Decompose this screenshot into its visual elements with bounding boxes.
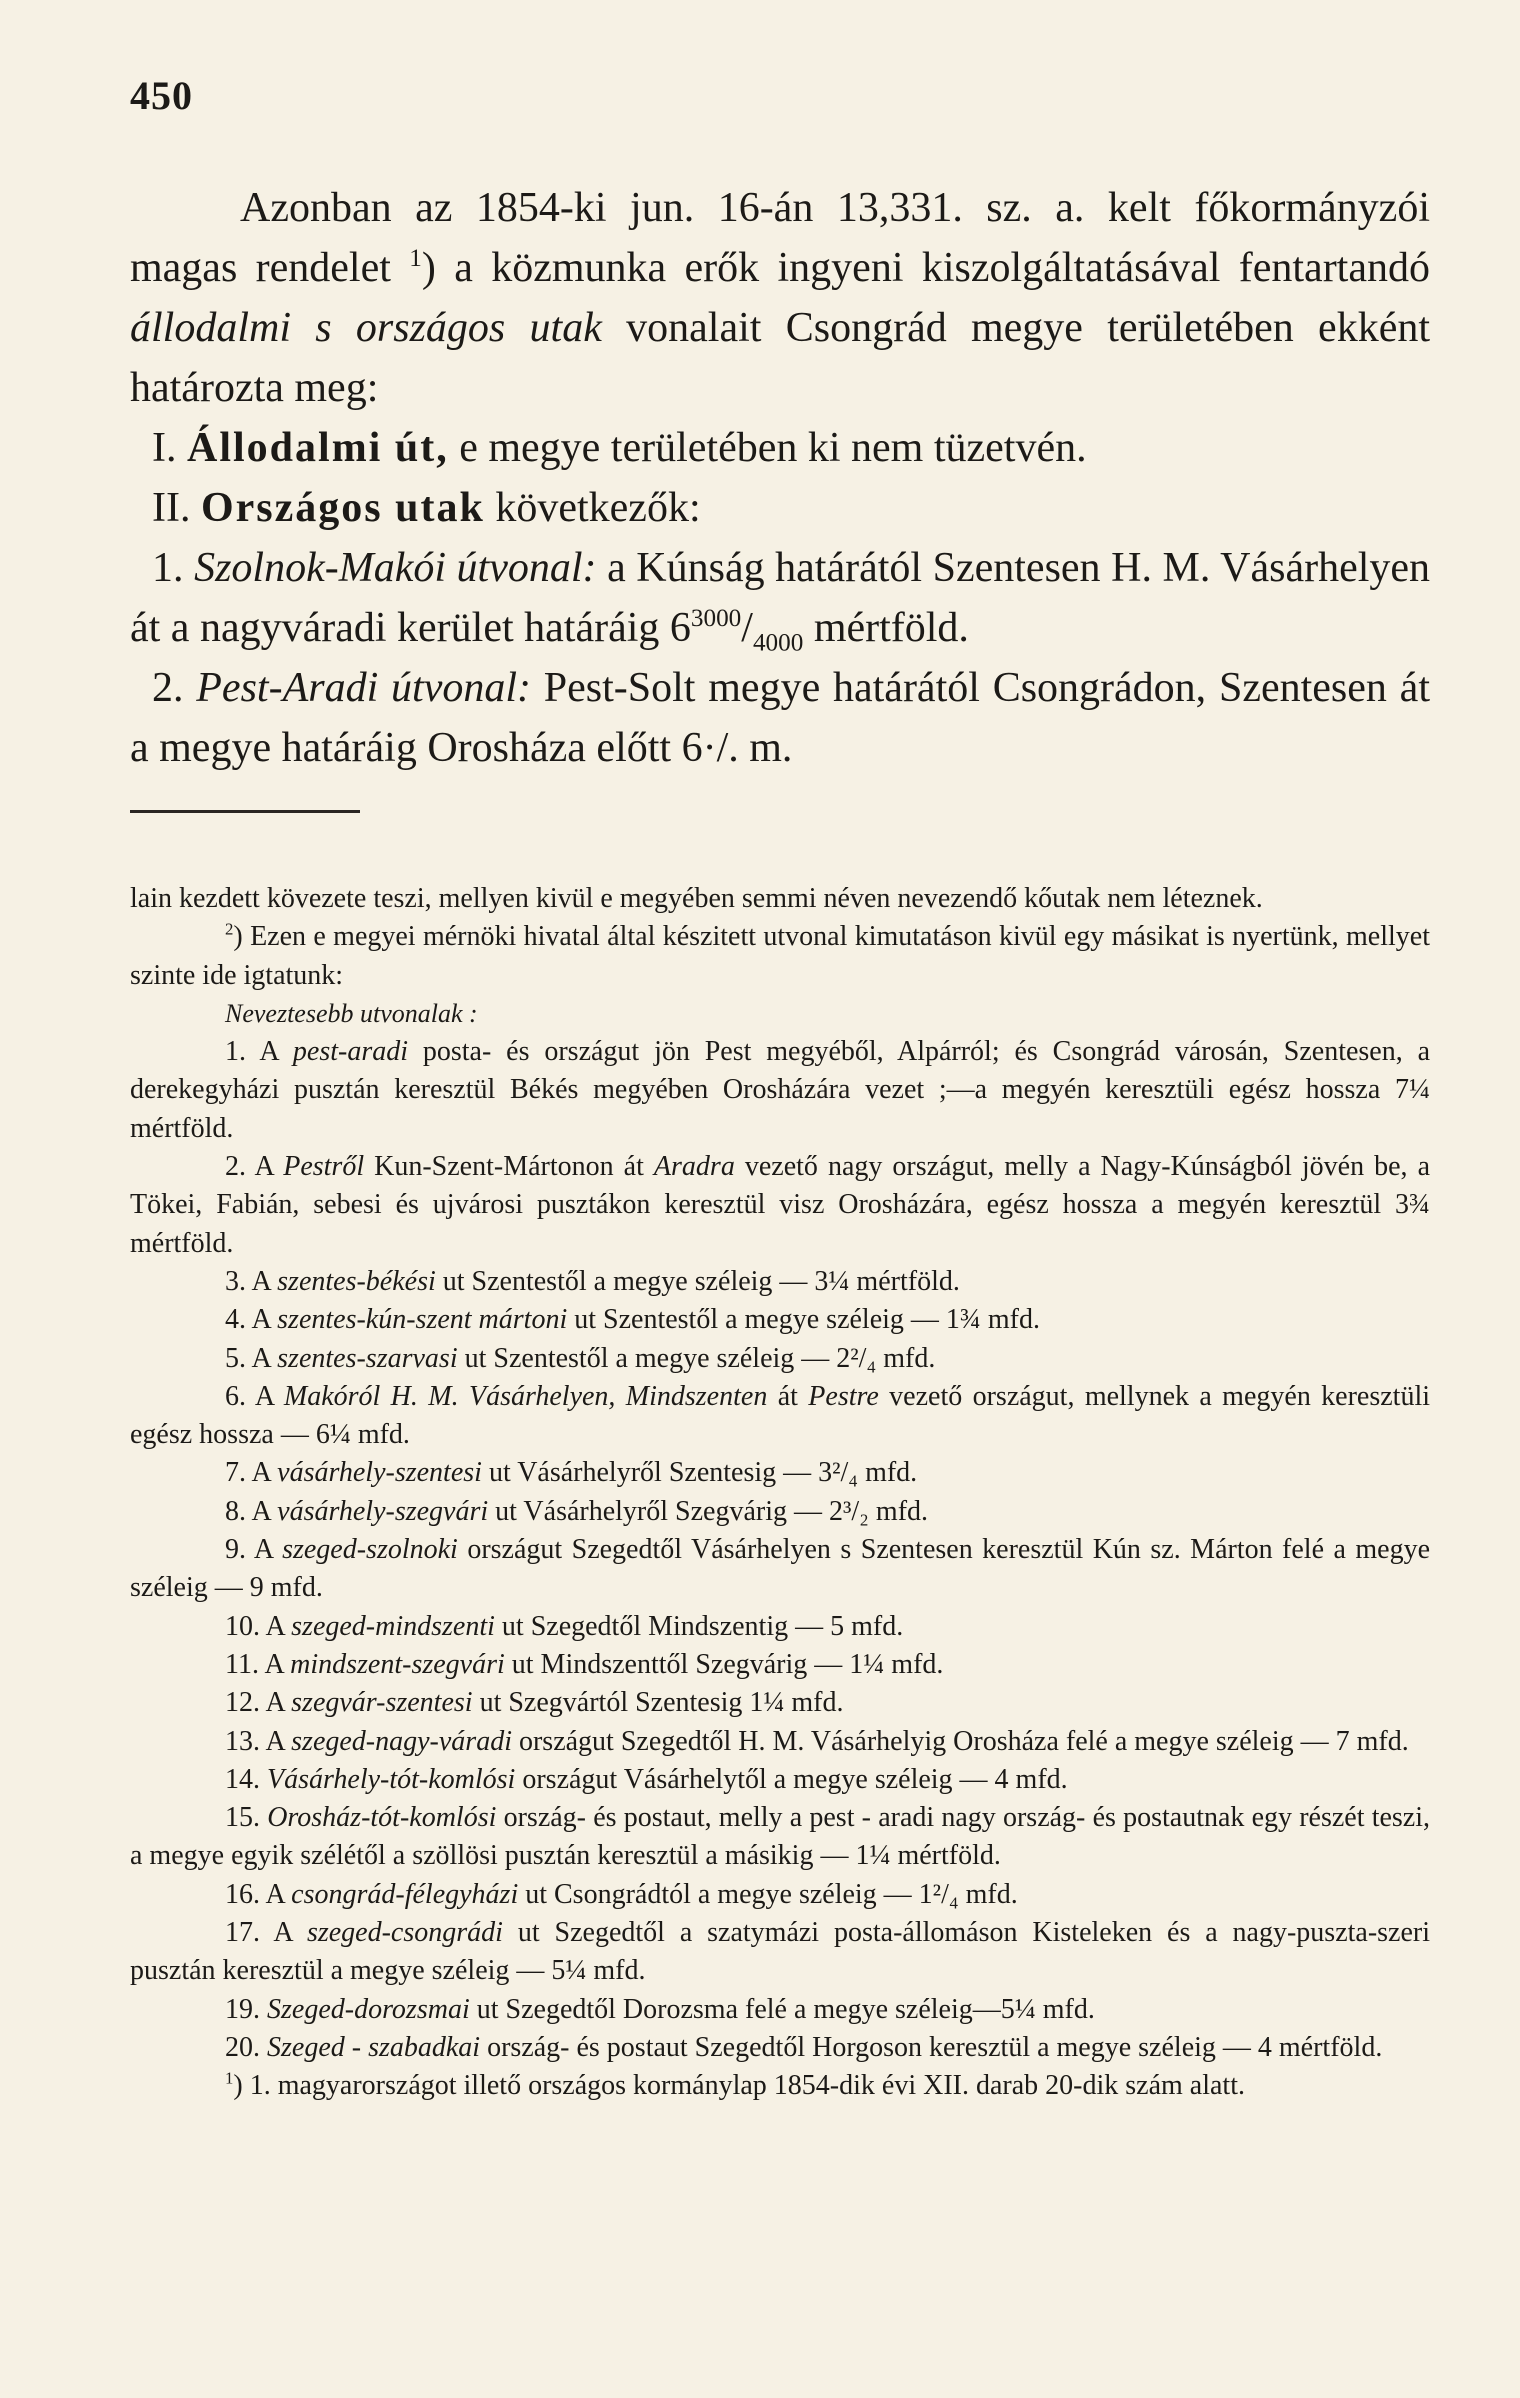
route-entry-text: posta- és országut jön Pest megyéből, Alpárról; és Csongrád városán, Szentesen, a derekegyházi pusztán keresztül Békés megyében Orosházára vezet ;—a megyén keresztüli egész hossza 7¼ mértföld. [130, 1036, 1431, 1144]
route-entry-text: ország- és postaut Szegedtől Horgoson keresztül a megye széleig — 4 mértföld. [487, 2031, 1383, 2063]
route-entry-name: szentes-szarvasi [277, 1342, 458, 1374]
route-entry-number: 6. [225, 1380, 246, 1412]
route-entry-article: A [273, 1917, 293, 1949]
route-entry-text: át [777, 1380, 798, 1412]
route-entry-name: szeged-szolnoki [282, 1534, 458, 1566]
route-entry-name: Pestről [283, 1151, 365, 1183]
footnote-1-text: ) 1. magyarországot illető országos kormánylap 1854-dik évi XII. darab 20-dik szám alatt. [233, 2070, 1245, 2102]
route-entry-name: pest-aradi [292, 1036, 408, 1068]
route-entry-text: ut Szentestől a megye széleig — 2²/₄ mfd. [464, 1342, 936, 1374]
footnote-2 [130, 918, 1430, 995]
route-entry-number: 19. [225, 1993, 260, 2025]
route-2-text: Pest-Solt megye határától Csongrádon, Szentesen át a megye határáig Orosháza előtt 6 [130, 665, 1430, 771]
item-1-title: Állodalmi út, [187, 425, 449, 471]
route-entry-text: ut Vásárhelyről Szegvárig — 2³/₂ mfd. [495, 1495, 929, 1527]
route-entry-name: szentes-kún-szent mártoni [277, 1304, 568, 1336]
route-entry-text: ut Csongrádtól a megye széleig — 1²/₄ mfd. [525, 1878, 1018, 1910]
route-entry-article: A [264, 1648, 284, 1680]
route-entry [130, 1914, 1430, 1991]
route-entry-name: vásárhely-szegvári [277, 1495, 489, 1527]
route-entry-text: Kun-Szent-Mártonon át [374, 1151, 644, 1183]
route-entry-number: 12. [225, 1687, 260, 1719]
route-entry-number: 2. [225, 1151, 246, 1183]
route-entry-destination: Pestre [808, 1380, 879, 1412]
route-entry-number: 9. [225, 1534, 246, 1566]
page-number: 450 [130, 73, 193, 118]
route-entry [130, 1033, 1430, 1148]
route-entry-name: Makóról H. M. Vásárhelyen, Mindszenten [283, 1380, 768, 1412]
route-entry-destination: Aradra [653, 1151, 735, 1183]
routes-caption: Neveztesebb utvonalak : [225, 998, 478, 1028]
route-1: 1. Szolnok-Makói útvonal: a Kúnság határától Szentesen H. M. Vásárhelyen át a nagyváradi kerület határáig $6^{3000}/_{4000}$ mértföld. [130, 545, 1431, 657]
footnote-1-mark: 1 [225, 2068, 234, 2088]
route-entry-article: A [251, 1304, 271, 1336]
item-1 [130, 418, 1430, 478]
route-entry-number: 1. [225, 1036, 246, 1068]
route-entry-article: A [265, 1610, 285, 1642]
route-entry-number: 14. [225, 1763, 260, 1795]
route-entry [130, 1531, 1430, 1608]
route-1-number: 1. [152, 545, 184, 591]
route-entry-number: 20. [225, 2031, 260, 2063]
footnote-ref-1: 1 [409, 245, 422, 272]
route-entry [130, 1340, 1430, 1378]
intro-rest: ) a közmunka erők ingyeni kiszolgáltatásával fentartandó [421, 245, 1430, 291]
route-1-denominator: 4000 [752, 629, 804, 657]
route-entry [130, 1684, 1430, 1722]
route-entry-article: A [254, 1380, 274, 1412]
route-entry-name: csongrád-félegyházi [291, 1878, 519, 1910]
route-entry [130, 1799, 1430, 1876]
route-entry-number: 3. [225, 1265, 246, 1297]
route-entry-text: ut Mindszenttől Szegvárig — 1¼ mfd. [511, 1648, 944, 1680]
route-entry [130, 1454, 1430, 1492]
route-entry-article: A [251, 1342, 271, 1374]
main-text [130, 178, 1430, 778]
route-entry [130, 1761, 1430, 1799]
route-entry-text: ut Szegedtől Dorozsma felé a megye széleig—5¼ mfd. [476, 1993, 1095, 2025]
route-entry-article: A [253, 1534, 273, 1566]
route-entry [130, 2029, 1430, 2067]
route-entry-number: 17. [225, 1917, 260, 1949]
footnote-1 [130, 2067, 1430, 2105]
item-2 [130, 478, 1430, 538]
route-entry [130, 1608, 1430, 1646]
footnote-continuation: lain kezdett kövezete teszi, mellyen kivül e megyében semmi néven nevezendő kőutak nem léteznek. [130, 883, 1263, 914]
route-entry-name: Szeged - szabadkai [267, 2031, 481, 2063]
route-2-name: Pest-Aradi útvonal: [196, 665, 531, 711]
route-entry-number: 13. [225, 1725, 260, 1757]
route-entry-name: szeged-nagy-váradi [291, 1725, 512, 1757]
route-list [130, 1033, 1430, 2067]
route-entry [130, 1493, 1430, 1531]
route-entry-number: 10. [225, 1610, 260, 1642]
route-entry [130, 1876, 1430, 1914]
route-entry [130, 1378, 1430, 1455]
route-entry-name: szentes-békési [277, 1265, 436, 1297]
route-entry-name: Orosház-tót-komlósi [267, 1802, 497, 1834]
route-1-name: Szolnok-Makói útvonal: [194, 545, 597, 591]
route-entry [130, 1263, 1430, 1301]
route-entry-text-2: vezető országut, mellynek a megyén keresztüli egész hossza — 6¼ mfd. [130, 1380, 1431, 1451]
route-entry-text: országut Szegedtől H. M. Vásárhelyig Orosháza felé a megye széleig — 7 mfd. [518, 1725, 1409, 1757]
route-entry-name: szegvár-szentesi [291, 1687, 473, 1719]
route-entry-article: A [251, 1495, 271, 1527]
intro-italic: állodalmi s országos utak [130, 305, 602, 351]
route-entry [130, 1148, 1430, 1263]
route-entry [130, 1723, 1430, 1761]
route-entry-text: országut Szegedtől Vásárhelyen s Szentesen keresztül Kún sz. Márton felé a megye széleig — 9 mfd. [130, 1534, 1431, 1604]
intro-end: vonalait Csongrád megye területében ekként határozta meg: [130, 305, 1430, 411]
footnote-separator [130, 810, 360, 813]
route-entry-text: ut Szentestől a megye széleig — 3¼ mértföld. [442, 1265, 960, 1297]
footnotes [130, 880, 1430, 2106]
route-entry-name: szeged-mindszenti [291, 1610, 495, 1642]
route-2-fraction: ·/. [702, 725, 739, 771]
route-entry [130, 1991, 1430, 2029]
route-entry-article: A [251, 1457, 271, 1489]
route-entry-name: szeged-csongrádi [306, 1917, 503, 1949]
route-entry-name: mindszent-szegvári [290, 1648, 505, 1680]
route-entry-number: 7. [225, 1457, 246, 1489]
route-entry-number: 4. [225, 1304, 246, 1336]
route-entry-text: ut Vásárhelyről Szentesig — 3²/₄ mfd. [488, 1457, 918, 1489]
item-2-number: II. [152, 485, 191, 531]
intro-text: Azonban az 1854-ki jun. 16-án 13,331. sz. a. kelt főkormányzói magas rendelet [130, 185, 1430, 291]
route-entry-text: ut Szegedtől a szatymázi posta-állomáson Kisteleken és a nagy-puszta-szeri pusztán keresztül a megye széleig — 5¼ mfd. [130, 1917, 1431, 1987]
route-entry-name: Vásárhely-tót-komlósi [267, 1763, 516, 1795]
route-entry-name: Szeged-dorozsmai [267, 1993, 470, 2025]
route-entry-number: 5. [225, 1342, 246, 1374]
footnote-2-mark: 2 [225, 919, 234, 939]
route-entry-number: 11. [225, 1648, 259, 1680]
route-2 [130, 658, 1430, 778]
route-2-number: 2. [152, 665, 184, 711]
route-entry [130, 1301, 1430, 1339]
route-entry-article: A [265, 1725, 285, 1757]
route-entry-text: országut Vásárhelytől a megye széleig — 4 mfd. [522, 1763, 1068, 1795]
route-1-unit: mértföld. [813, 605, 969, 651]
route-entry-article: A [265, 1878, 285, 1910]
route-entry-article: A [259, 1036, 279, 1068]
route-entry-text: ut Szegedtől Mindszentig — 5 mfd. [501, 1610, 904, 1642]
item-2-text: következők: [495, 485, 701, 531]
route-2-unit: m. [749, 725, 793, 771]
route-1-numerator: 3000 [690, 605, 742, 632]
intro-paragraph [130, 178, 1430, 418]
route-entry-number: 16. [225, 1878, 260, 1910]
route-entry-article: A [251, 1265, 271, 1297]
item-2-title: Országos utak [200, 485, 485, 531]
item-1-number: I. [152, 425, 177, 471]
route-entry-article: A [265, 1687, 285, 1719]
item-1-text: e megye területében ki nem tüzetvén. [459, 425, 1087, 471]
footnote-2-text: ) Ezen e megyei mérnöki hivatal által készitett utvonal kimutatáson kivül egy másikat is nyertünk, mellyet szinte ide igtatunk: [130, 921, 1430, 991]
route-entry-name: vásárhely-szentesi [277, 1457, 482, 1489]
route-entry-text: ország- és postaut, melly a pest - aradi nagy ország- és postautnak egy részét teszi, a megye egyik szélétől a szöllösi pusztán keresztül a másikig — 1¼ mértföld. [130, 1802, 1431, 1872]
route-entry [130, 1646, 1430, 1684]
route-1-text: a Kúnság határától Szentesen H. M. Vásárhelyen át a nagyváradi kerület határáig 6 [130, 545, 1431, 651]
route-entry-number: 15. [225, 1802, 260, 1834]
route-entry-text: ut Szentestől a megye széleig — 1¾ mfd. [574, 1304, 1041, 1336]
route-entry-text-2: vezető nagy országut, melly a Nagy-Kúnságból jövén be, a Tökei, Fabián, sebesi és ujvárosi pusztákon keresztül visz Orosházára, egész hossza a megyén keresztül 3¾ mértföld. [130, 1151, 1430, 1259]
route-entry-text: ut Szegvártól Szentesig 1¼ mfd. [479, 1687, 844, 1719]
route-entry-number: 8. [225, 1495, 246, 1527]
route-entry-article: A [254, 1151, 274, 1183]
